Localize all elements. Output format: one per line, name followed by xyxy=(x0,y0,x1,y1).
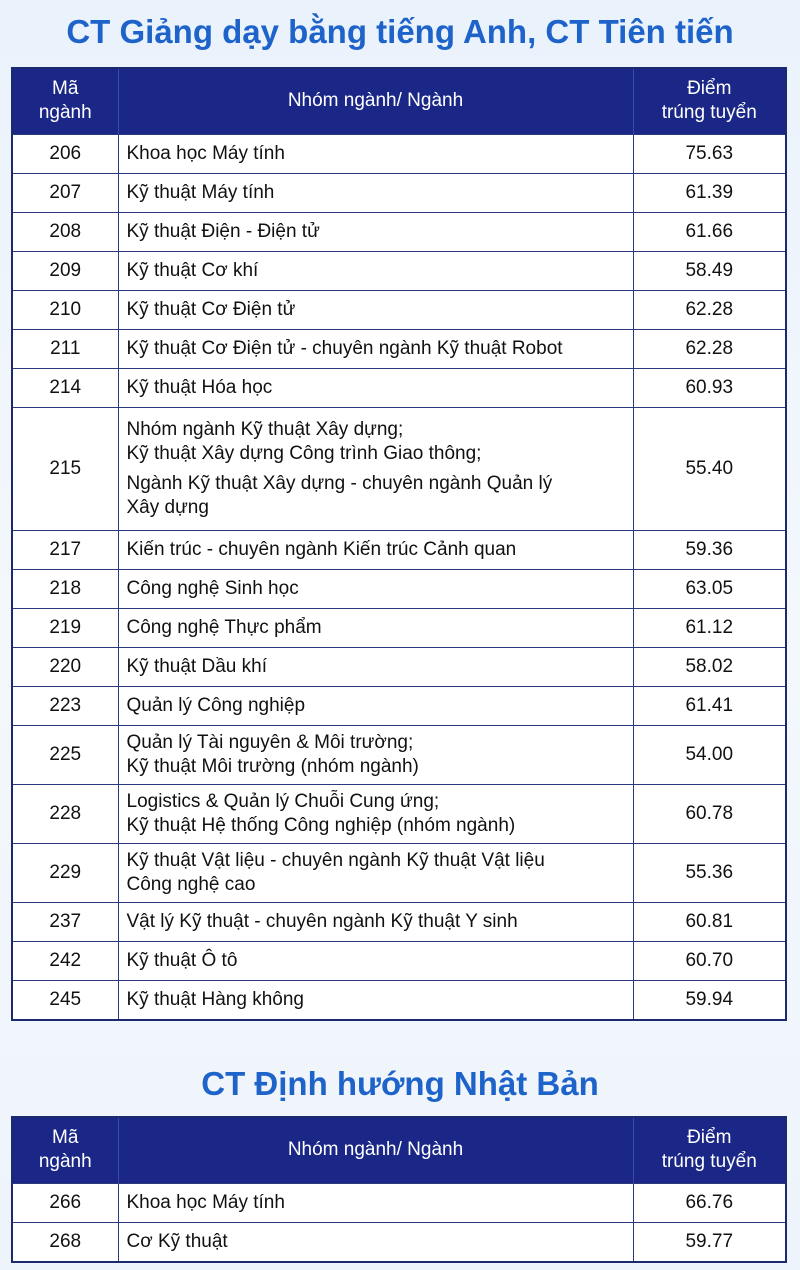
header-major-code: Mã ngành xyxy=(38,1127,92,1173)
major-name-line: Kỹ thuật Hàng không xyxy=(126,988,304,1010)
major-name-line: Khoa học Máy tính xyxy=(126,1191,285,1213)
major-name-line: Ngành Kỹ thuật Xây dựng - chuyên ngành Quản lý xyxy=(126,472,553,494)
major-name xyxy=(118,368,633,407)
major-code: 245 xyxy=(12,980,118,1020)
major-name xyxy=(118,980,633,1020)
admission-score: 60.93 xyxy=(633,368,786,407)
major-name xyxy=(118,725,633,784)
major-code: 229 xyxy=(12,843,118,902)
major-name-line: Vật lý Kỹ thuật - chuyên ngành Kỹ thuật Y sinh xyxy=(126,910,518,932)
header-admission-score: Điểm trúng tuyển xyxy=(633,1117,786,1183)
section-title-english-program: CT Giảng dạy bằng tiếng Anh, CT Tiên tiến xyxy=(66,13,734,50)
table-body xyxy=(12,1183,786,1262)
admission-score: 55.36 xyxy=(633,843,786,902)
major-code: 266 xyxy=(12,1183,118,1222)
table-row xyxy=(12,368,786,407)
major-code: 237 xyxy=(12,902,118,941)
major-name-line: Cơ Kỹ thuật xyxy=(126,1230,228,1252)
admission-score: 60.78 xyxy=(633,784,786,843)
major-name xyxy=(118,212,633,251)
major-name-line: Kỹ thuật Xây dựng Công trình Giao thông; xyxy=(126,442,482,464)
admission-score: 61.39 xyxy=(633,173,786,212)
major-name-line: Kỹ thuật Môi trường (nhóm ngành) xyxy=(126,755,419,777)
table-row xyxy=(12,329,786,368)
major-code: 228 xyxy=(12,784,118,843)
major-name-line: Kỹ thuật Hệ thống Công nghiệp (nhóm ngành) xyxy=(126,814,516,836)
section-title-japan-program: CT Định hướng Nhật Bản xyxy=(201,1065,599,1102)
major-name-line: Kỹ thuật Cơ Điện tử - chuyên ngành Kỹ thuật Robot xyxy=(126,337,563,359)
admission-score: 61.12 xyxy=(633,608,786,647)
table-row xyxy=(12,941,786,980)
major-code: 207 xyxy=(12,173,118,212)
admission-score: 59.94 xyxy=(633,980,786,1020)
major-code: 242 xyxy=(12,941,118,980)
major-name-line: Kỹ thuật Hóa học xyxy=(126,376,273,398)
table-row xyxy=(12,290,786,329)
table-row xyxy=(12,902,786,941)
major-name-line: Kỹ thuật Ô tô xyxy=(126,949,238,971)
header-major-name: Nhóm ngành/ Ngành xyxy=(118,68,633,134)
major-name-line: Công nghệ cao xyxy=(126,873,256,895)
admission-table-japan-program xyxy=(11,1116,787,1263)
major-name-line: Kỹ thuật Vật liệu - chuyên ngành Kỹ thuật Vật liệu xyxy=(126,849,545,871)
admission-score: 62.28 xyxy=(633,290,786,329)
major-code: 211 xyxy=(12,329,118,368)
admission-score: 58.02 xyxy=(633,647,786,686)
major-name xyxy=(118,1183,633,1222)
header-admission-score: Điểm trúng tuyển xyxy=(633,68,786,134)
major-code: 219 xyxy=(12,608,118,647)
table-header-row xyxy=(12,68,786,134)
major-code: 225 xyxy=(12,725,118,784)
major-code: 206 xyxy=(12,134,118,173)
major-name xyxy=(118,329,633,368)
major-name xyxy=(118,608,633,647)
major-name xyxy=(118,843,633,902)
major-name-line: Kỹ thuật Máy tính xyxy=(126,181,275,203)
header-major-code: Mã ngành xyxy=(38,78,92,124)
admission-score: 66.76 xyxy=(633,1183,786,1222)
major-name-line: Quản lý Công nghiệp xyxy=(126,694,306,716)
major-name-line: Kỹ thuật Dầu khí xyxy=(126,655,267,677)
major-name xyxy=(118,569,633,608)
admission-score: 54.00 xyxy=(633,725,786,784)
table-row xyxy=(12,725,786,784)
major-code: 208 xyxy=(12,212,118,251)
major-code: 210 xyxy=(12,290,118,329)
major-name-line: Nhóm ngành Kỹ thuật Xây dựng; xyxy=(126,418,404,440)
table-row xyxy=(12,608,786,647)
major-name-line: Công nghệ Thực phẩm xyxy=(126,616,322,638)
major-name-line: Công nghệ Sinh học xyxy=(126,577,299,599)
admission-score: 58.49 xyxy=(633,251,786,290)
header-major-name: Nhóm ngành/ Ngành xyxy=(118,1117,633,1183)
admission-score: 63.05 xyxy=(633,569,786,608)
major-code: 218 xyxy=(12,569,118,608)
admission-score: 60.70 xyxy=(633,941,786,980)
table-row xyxy=(12,686,786,725)
major-name-line: Kỹ thuật Cơ khí xyxy=(126,259,259,281)
table-row xyxy=(12,530,786,569)
admission-table-english-program xyxy=(11,67,787,1021)
table-row xyxy=(12,1222,786,1262)
table-header-row xyxy=(12,1117,786,1183)
major-name xyxy=(118,647,633,686)
admission-score: 61.66 xyxy=(633,212,786,251)
admission-score: 62.28 xyxy=(633,329,786,368)
major-code: 215 xyxy=(12,407,118,530)
table-row xyxy=(12,784,786,843)
table-row xyxy=(12,843,786,902)
major-name xyxy=(118,686,633,725)
major-code: 214 xyxy=(12,368,118,407)
major-name xyxy=(118,173,633,212)
major-name-line: Khoa học Máy tính xyxy=(126,142,285,164)
table-row xyxy=(12,1183,786,1222)
major-code: 268 xyxy=(12,1222,118,1262)
table-row xyxy=(12,647,786,686)
major-name-line: Kỹ thuật Điện - Điện tử xyxy=(126,220,320,242)
major-name-line: Logistics & Quản lý Chuỗi Cung ứng; xyxy=(126,790,440,812)
major-name xyxy=(118,902,633,941)
major-name xyxy=(118,530,633,569)
major-code: 217 xyxy=(12,530,118,569)
admission-score: 61.41 xyxy=(633,686,786,725)
table-row xyxy=(12,212,786,251)
table-row xyxy=(12,980,786,1020)
major-name-line: Kiến trúc - chuyên ngành Kiến trúc Cảnh quan xyxy=(126,538,517,560)
major-name xyxy=(118,407,633,530)
major-name-line: Kỹ thuật Cơ Điện tử xyxy=(126,298,296,320)
table-row xyxy=(12,407,786,530)
table-body xyxy=(12,134,786,1020)
table-row xyxy=(12,251,786,290)
major-code: 223 xyxy=(12,686,118,725)
table-row xyxy=(12,173,786,212)
major-name xyxy=(118,784,633,843)
major-name xyxy=(118,290,633,329)
major-name xyxy=(118,134,633,173)
admission-score: 55.40 xyxy=(633,407,786,530)
major-name xyxy=(118,1222,633,1262)
table-row xyxy=(12,134,786,173)
major-code: 220 xyxy=(12,647,118,686)
admission-score: 75.63 xyxy=(633,134,786,173)
major-code: 209 xyxy=(12,251,118,290)
table-row xyxy=(12,569,786,608)
major-name-line: Xây dựng xyxy=(126,496,209,518)
admission-score: 59.36 xyxy=(633,530,786,569)
admission-score: 60.81 xyxy=(633,902,786,941)
admission-score: 59.77 xyxy=(633,1222,786,1262)
major-name xyxy=(118,251,633,290)
major-name xyxy=(118,941,633,980)
major-name-line: Quản lý Tài nguyên & Môi trường; xyxy=(126,731,414,753)
